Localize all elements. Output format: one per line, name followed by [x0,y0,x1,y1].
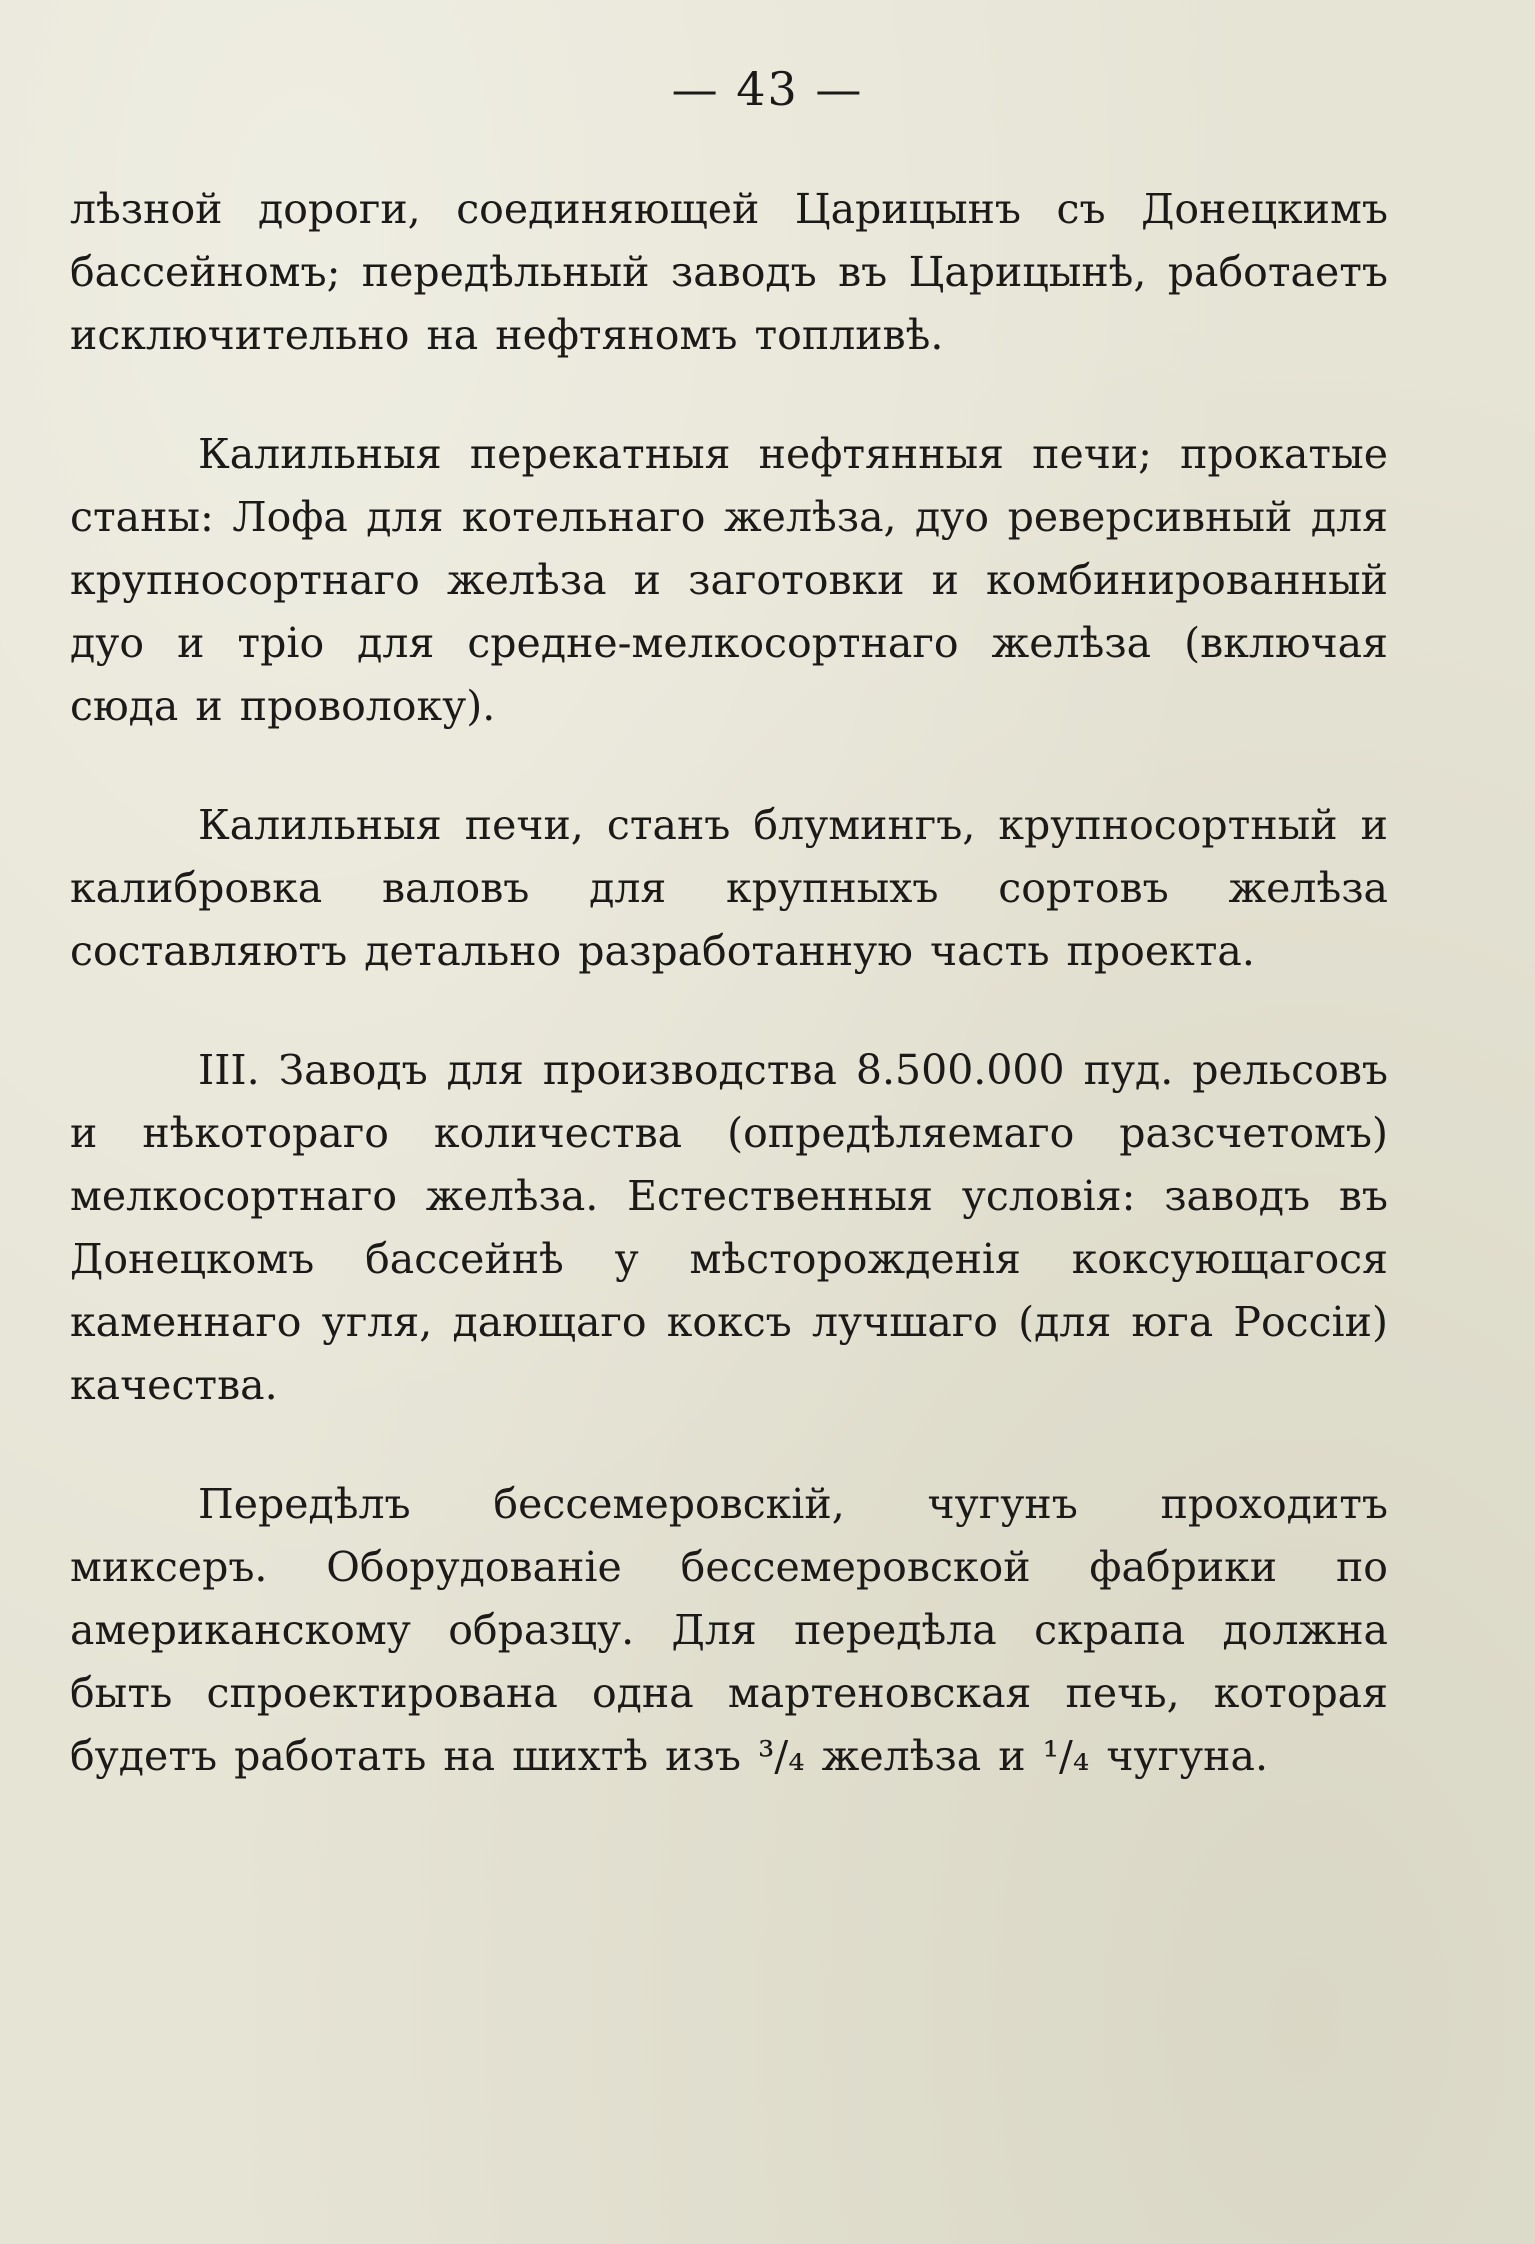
paragraph-bessemer-process: Передѣлъ бессемеровскій, чугунъ проходитъ миксеръ. Оборудованіе бессемеровской фабрики по американскому образцу. Для передѣла скрапа должна быть спроектирована одна мартеновская печь, которая будетъ работать на шихтѣ изъ ³/₄ желѣза и ¹/₄ чугуна. [70,1480,1388,1780]
page-number: — 43 — [671,62,864,116]
paragraph-railway-continuation: лѣзной дороги, соединяющей Царицынъ съ Донецкимъ бассейномъ; передѣльный заводъ въ Царицынѣ, работаетъ исключительно на нефтяномъ топливѣ. [70,185,1388,359]
body-text [70,178,1388,1844]
paragraph-rail-plant: III. Заводъ для производства 8.500.000 пуд. рельсовъ и нѣкотораго количества (опредѣляемаго разсчетомъ) мелкосортнаго желѣза. Естественныя условія: заводъ въ Донецкомъ бассейнѣ у мѣсторожденія коксующагося каменнаго угля, дающаго коксъ лучшаго (для юга Россіи) качества. [70,1046,1388,1409]
paragraph-rolling-mills: Калильныя перекатныя нефтянныя печи; прокатые станы: Лофа для котельнаго желѣза, дуо реверсивный для крупносортнаго желѣза и заготовки и комбинированный дуо и тріо для средне-мелкосортнаго желѣза (включая сюда и проволоку). [70,430,1388,730]
paragraph-blooming-mill: Калильныя печи, станъ блумингъ, крупносортный и калибровка валовъ для крупныхъ сортовъ желѣза составляютъ детально разработанную часть проекта. [70,801,1388,975]
